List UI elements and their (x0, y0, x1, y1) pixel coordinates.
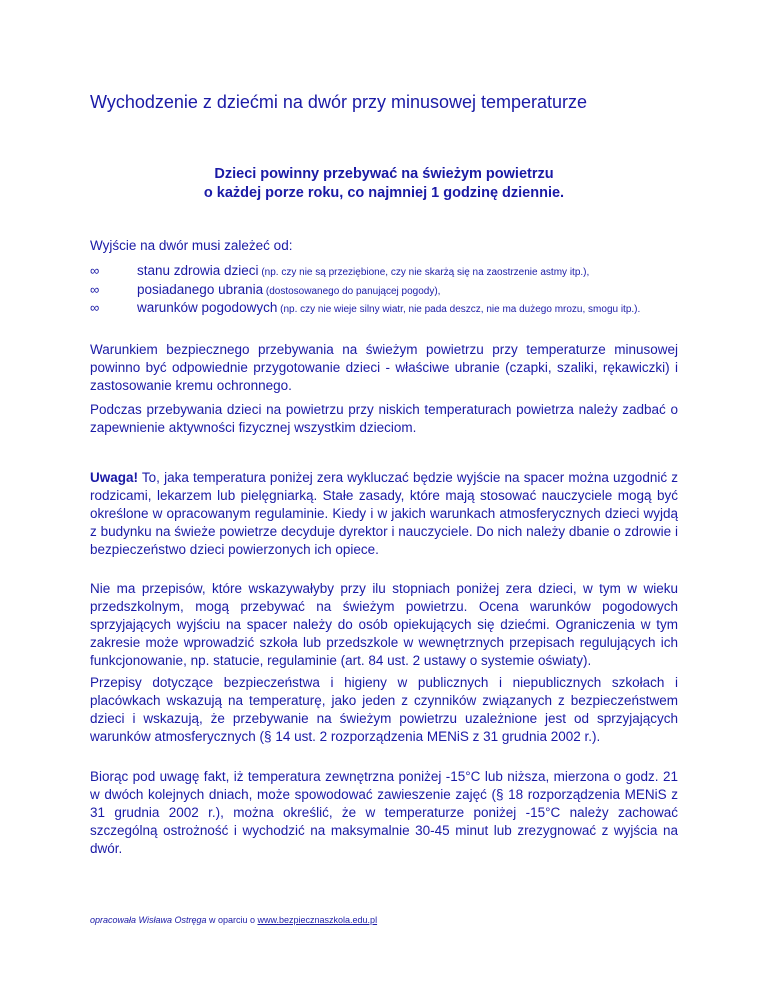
paragraph-activity: Podczas przebywania dzieci na powietrzu przy niskich temperaturach powietrza należy zadbać o zapewnienie aktywności fizycznej wszystkim dzieciom. (90, 402, 678, 435)
list-item-main: stanu zdrowia dzieci (137, 263, 259, 278)
paragraph-warning (90, 469, 678, 559)
warning-label: Uwaga! (90, 470, 139, 485)
page-title: Wychodzenie z dziećmi na dwór przy minusowej temperaturze (90, 92, 588, 112)
subtitle-line-2: o każdej porze roku, co najmniej 1 godzinę dziennie. (203, 185, 565, 201)
list-item (90, 282, 678, 301)
list-item-note: (dostosowanego do panującej pogody), (263, 285, 441, 297)
list-item (90, 263, 678, 282)
list-item-main: posiadanego ubrania (137, 281, 264, 297)
conditions-list (90, 263, 678, 319)
warning-text: To, jaka temperatura poniżej zera wykluczać będzie wyjście na spacer można uzgodnić z rodzicami, lekarzem lub pielęgniarką. Stałe zasady, które mają stosować nauczyciele mogą być określone w opracowanym regulaminie. Kiedy i w jakich warunkach atmosferycznych dzieci wyjdą z budynku na świeże powietrze decyduje dyrektor i nauczyciele. Do nich należy dbanie o zdrowie i bezpieczeństwo dzieci powierzonych ich opiece. (90, 470, 678, 557)
list-item (90, 300, 678, 319)
infinity-bullet-icon: ∞ (90, 281, 100, 297)
paragraph-temperature: Biorąc pod uwagę fakt, iż temperatura zewnętrzna poniżej -15°C lub niższa, mierzona o godz. 21 w dwóch kolejnych dniach, może spowodować zawieszenie zajęć (§ 18 rozporządzenia MENiS z 31 grudnia 2002 r.), można określić, że w temperaturze poniżej -15°C należy zachować szczególną ostrożność i wychodzić na maksymalnie 30-45 minut lub zrezygnować z wyjścia na dwór. (90, 769, 678, 856)
infinity-bullet-icon: ∞ (90, 263, 100, 278)
subtitle-line-1: Dzieci powinny przebywać na świeżym powietrzu (214, 166, 554, 182)
list-item-note: (np. czy nie wieje silny wiatr, nie pada deszcz, nie ma dużego mrozu, smogu itp.). (277, 304, 641, 315)
list-item-main: warunków pogodowych (137, 300, 278, 315)
infinity-bullet-icon: ∞ (90, 300, 100, 315)
list-item-note: (np. czy nie są przeziębione, czy nie skarżą się na zaostrzenie astmy itp.), (258, 267, 590, 278)
paragraph-regulations: Nie ma przepisów, które wskazywałyby przy ilu stopniach poniżej zera dzieci, w tym w wieku przedszkolnym, mogą przebywać na świeżym powietrzu. Ocena warunków pogodowych sprzyjających wyjściu na spacer należy do osób opiekujących się dziećmi. Ograniczenia w tym zakresie może wprowadzić szkoła lub przedszkole w wewnętrznych przepisach regulujących ich funkcjonowanie, np. statucie, regulaminie (art. 84 ust. 2 ustawy o systemie oświaty). (90, 581, 678, 668)
paragraph-safety: Przepisy dotyczące bezpieczeństwa i higieny w publicznych i niepublicznych szkołach i placówkach wskazują na temperaturę, jako jeden z czynników związanych z bezpieczeństwem dzieci i wskazują, że przebywanie na świeżym powietrzu uzależnione jest od sprzyjających warunków atmosferycznych (§ 14 ust. 2 rozporządzenia MENiS z 31 grudnia 2002 r.). (90, 675, 678, 744)
paragraph-preparation: Warunkiem bezpiecznego przebywania na świeżym powietrzu przy temperaturze minusowej powinno być odpowiednie przygotowanie dzieci - właściwe ubranie (czapki, szaliki, rękawiczki) i zastosowanie kremu ochronnego. (90, 342, 678, 393)
footer-author: opracowała Wisława Ostręga (90, 915, 207, 925)
footer-link[interactable]: www.bezpiecznaszkola.edu.pl (257, 915, 378, 925)
footer-mid: w oparciu o (206, 915, 258, 925)
footer (90, 915, 377, 925)
subtitle (90, 165, 678, 203)
intro-text: Wyjście na dwór musi zależeć od: (90, 238, 293, 253)
